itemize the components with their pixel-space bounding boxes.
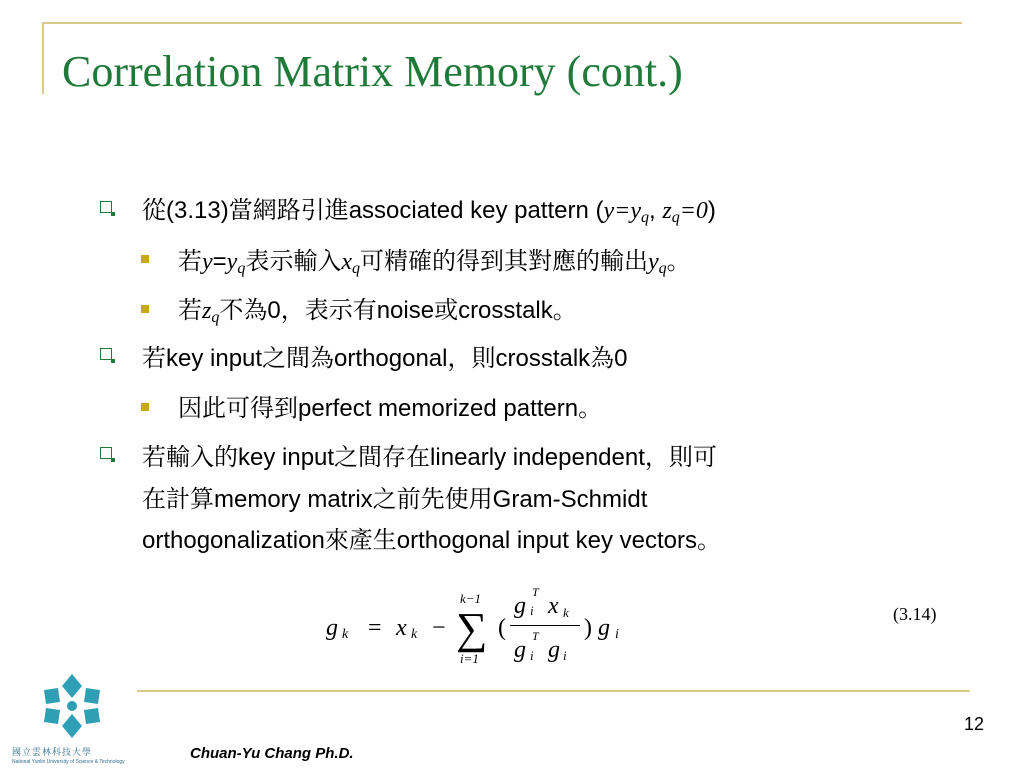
subscript-q: q (641, 209, 650, 226)
subscript-q: q (351, 260, 360, 277)
close-paren: ) (707, 197, 716, 224)
subscript-q: q (237, 260, 246, 277)
eq-zero: =0 (679, 198, 708, 224)
bullet-square-icon (100, 348, 112, 360)
bullet-1a-prefix: 若 (178, 248, 202, 275)
y-var: y (202, 249, 213, 275)
y-var: y (647, 249, 659, 275)
den-g: g (514, 637, 526, 663)
formula-sum-lower: i=1 (460, 651, 479, 666)
fraction-bar (510, 625, 580, 626)
bullet-1b-text: 不為0，表示有noise或crosstalk。 (219, 297, 577, 324)
formula-close-paren: ) (584, 615, 592, 641)
formula-sub-k: k (411, 627, 418, 642)
bullet-3-line-2: 在計算memory matrix之前先使用Gram-Schmidt (142, 486, 648, 513)
bullet-square-small-icon (141, 305, 149, 313)
eq-sign: = (614, 198, 631, 224)
formula-equals: = (368, 615, 382, 641)
university-logo-icon (38, 672, 106, 740)
formula-sum-upper: k−1 (460, 591, 482, 606)
equation-number: (3.14) (893, 604, 937, 624)
formula-open-paren: ( (498, 615, 506, 641)
bullet-square-small-icon (141, 255, 149, 263)
x-var: x (341, 249, 352, 275)
bullet-1a-mid2: 可精確的得到其對應的輸出 (359, 248, 648, 275)
subscript-q: q (211, 309, 220, 326)
formula-g-i: g (598, 615, 610, 641)
comma: , (649, 197, 663, 224)
bullet-2a-text: 因此可得到perfect memorized pattern。 (178, 395, 603, 422)
eq-sign: = (212, 248, 227, 275)
z-var: z (662, 198, 672, 224)
den-i: i (530, 648, 534, 663)
formula-minus: − (432, 615, 446, 641)
bullet-square-small-icon (141, 403, 149, 411)
bullet-2a (178, 388, 602, 423)
slide-title: Correlation Matrix Memory (cont.) (62, 47, 683, 96)
bullet-1 (142, 190, 716, 227)
num-x: x (548, 593, 559, 619)
den-i2: i (563, 648, 567, 663)
formula-x: x (396, 615, 407, 641)
num-T: T (532, 585, 539, 599)
den-T: T (532, 629, 539, 643)
bullet-square-icon (100, 447, 112, 459)
z-var: z (202, 298, 212, 324)
formula-sub-i: i (615, 627, 619, 642)
yq-var: y (630, 198, 642, 224)
num-g: g (514, 593, 526, 619)
bullet-3-line-1: 若輸入的key input之間存在linearly independent，則可 (142, 444, 717, 471)
page-number: 12 (963, 714, 984, 734)
bullet-1a-mid: 表示輸入 (245, 248, 342, 275)
den-g2: g (548, 637, 560, 663)
bullet-2-text: 若key input之間為orthogonal，則crosstalk為0 (142, 345, 628, 372)
yq-var: y (226, 249, 238, 275)
footer-line (137, 690, 970, 692)
bullet-square-icon (100, 201, 112, 213)
y-var: y (603, 198, 615, 224)
subscript-q: q (671, 209, 680, 226)
formula-3-14 (320, 585, 630, 670)
bullet-1b-prefix: 若 (178, 297, 202, 324)
bullet-1-text: 從(3.13)當網路引進associated key pattern ( (142, 197, 604, 224)
bullet-1a-suffix: 。 (666, 248, 691, 275)
bullet-1a (178, 241, 691, 278)
subscript-q: q (658, 260, 667, 277)
logo-caption: 國立雲林科技大學 (12, 748, 93, 758)
author: Chuan-Yu Chang Ph.D. (190, 745, 354, 762)
bullet-3-line-3: orthogonalization來產生orthogonal input key vectors。 (142, 527, 721, 554)
formula-sub-k: k (342, 627, 349, 642)
num-k: k (563, 605, 569, 620)
logo-subcaption: National Yunlin University of Science & Technology (12, 759, 125, 765)
num-i: i (530, 603, 534, 618)
formula-g: g (326, 615, 338, 641)
sum-sign: ∑ (456, 604, 488, 653)
bullet-2 (142, 338, 628, 373)
bullet-1b (178, 290, 577, 327)
